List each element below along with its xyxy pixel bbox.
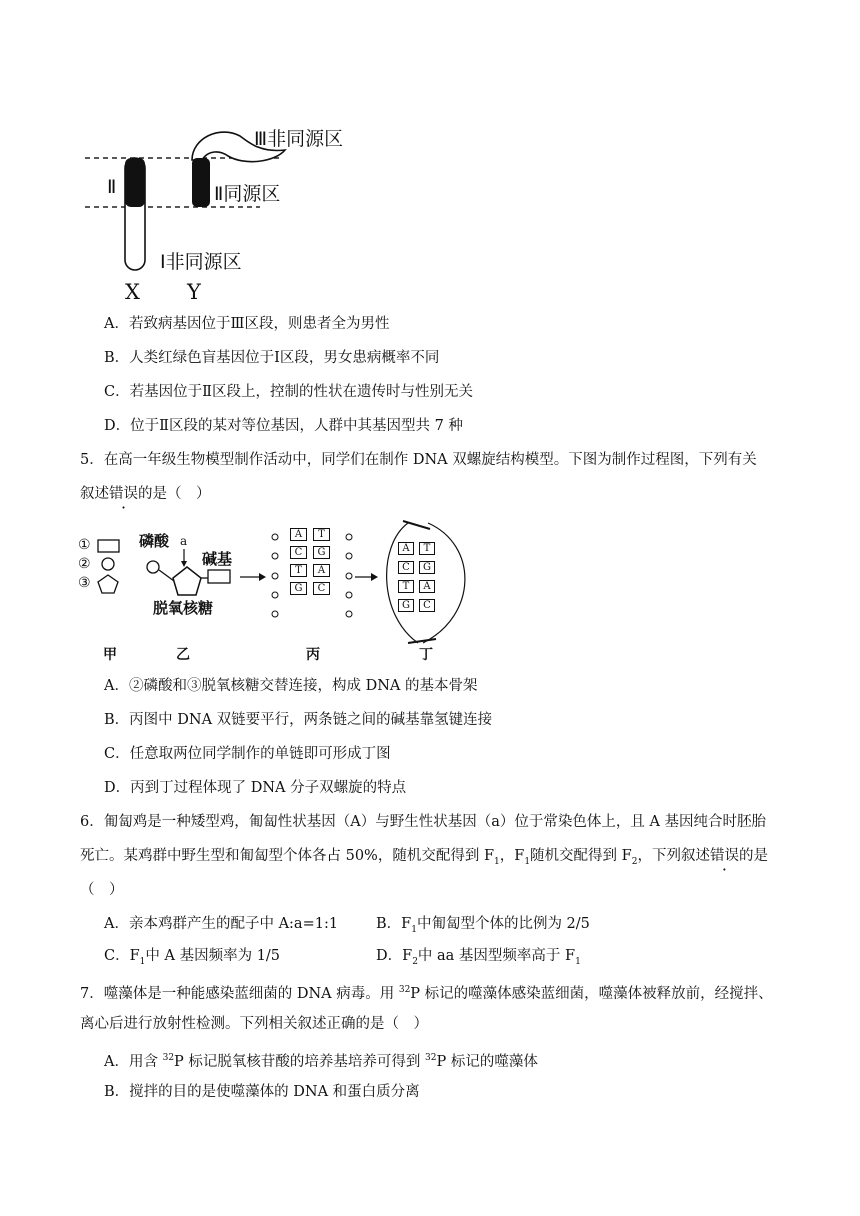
- q6-option-a: A．亲本鸡群产生的配子中 A:a=1:1: [104, 916, 339, 932]
- q5-option-b: B．丙图中 DNA 双链要平行，两条链之间的碱基靠氢键连接: [104, 712, 493, 728]
- q7-stem-line2: 离心后进行放射性检测。下列相关叙述正确的是（ ）: [80, 1016, 428, 1032]
- label-I-nonhomologous: Ⅰ非同源区: [160, 251, 242, 273]
- phosphate-label: 磷酸: [139, 532, 170, 550]
- item-3-label: ③: [78, 575, 91, 591]
- q5-option-d: D．丙到丁过程体现了 DNA 分子双螺旋的特点: [104, 780, 407, 796]
- q5-option-c: C．任意取两位同学制作的单链即可形成丁图: [104, 746, 391, 762]
- a-label: a: [180, 534, 188, 548]
- base-pair: G C: [398, 599, 458, 612]
- base-pair: A T: [290, 528, 340, 541]
- nucleotide-base: [208, 570, 230, 583]
- dna-model-figure: [78, 515, 478, 665]
- q7-option-a: A．用含 $^{32}$P 标记脱氧核苷酸的培养基培养可得到 $^{32}$P 标记的噬藻体: [104, 1053, 538, 1070]
- bing-pairs: [290, 528, 340, 595]
- q6-option-d: D．$F_2$中 aa 基因型频率高于 $F_1$: [376, 948, 581, 967]
- q6-option-b: B．$F_1$中匍匐型个体的比例为 2/5: [376, 916, 590, 935]
- q6-stem-line3: （ ）: [80, 882, 124, 898]
- base-label: 碱基: [202, 550, 233, 568]
- phosphate-shape: [102, 558, 114, 570]
- label-II-homologous: Ⅱ同源区: [214, 183, 281, 205]
- base-pair: C G: [398, 561, 458, 574]
- q7-option-b: B．搅拌的目的是使噬藻体的 DNA 和蛋白质分离: [104, 1084, 420, 1100]
- q5-stem-line1: 5．在高一年级生物模型制作活动中，同学们在制作 DNA 双螺旋结构模型。下图为制作过程图，下列有关: [80, 452, 757, 468]
- emphasis-dots: 错误: [109, 486, 138, 502]
- q4-option-d: D．位于Ⅱ区段的某对等位基因，人群中其基因型共 7 种: [104, 418, 463, 434]
- q5-option-a: A．②磷酸和③脱氧核糖交替连接，构成 DNA 的基本骨架: [104, 678, 478, 694]
- item-2-label: ②: [78, 556, 91, 572]
- q4-option-c: C．若基因位于Ⅱ区段上，控制的性状在遗传时与性别无关: [104, 384, 473, 400]
- caption-yi: 乙: [176, 647, 190, 663]
- base-pair: G C: [290, 582, 340, 595]
- emphasis-dots: 错误: [709, 848, 739, 864]
- sugar-shape: [98, 575, 118, 593]
- q4-option-a: A．若致病基因位于Ⅲ区段，则患者全为男性: [104, 316, 390, 332]
- caption-ding: 丁: [419, 647, 433, 663]
- ding-pairs: [398, 542, 458, 612]
- base-shape: [98, 540, 119, 552]
- base-pair: T A: [398, 580, 458, 593]
- q6-stem-line1: 6．匍匐鸡是一种矮型鸡，匍匐性状基因（A）与野生性状基因（a）位于常染色体上，且 A 基因纯合时胚胎: [80, 814, 767, 830]
- label-y: Y: [187, 280, 201, 304]
- label-II-left: Ⅱ: [107, 176, 117, 198]
- q6-stem-line2: 死亡。某鸡群中野生型和匍匐型个体各占 50%，随机交配得到 $F_1$，$F_1$随机交配得到 $F_2$，下列叙述错误的是: [80, 848, 768, 867]
- label-x: X: [125, 280, 140, 304]
- q7-stem-line1: 7．噬藻体是一种能感染蓝细菌的 DNA 病毒。用 $^{32}$P 标记的噬藻体感染蓝细菌，噬藻体被释放前，经搅拌、: [80, 985, 773, 1002]
- item-1-label: ①: [78, 537, 91, 553]
- base-pair: T A: [290, 564, 340, 577]
- q5-stem-line2: 叙述错误的是（ ）: [80, 486, 211, 502]
- base-pair: C G: [290, 546, 340, 559]
- y-homologous-region: [192, 158, 210, 207]
- caption-bing: 丙: [306, 647, 320, 663]
- nucleotide-sugar: [173, 567, 201, 595]
- q4-option-b: B．人类红绿色盲基因位于Ⅰ区段，男女患病概率不同: [104, 350, 440, 366]
- x-homologous-region: [125, 158, 145, 207]
- q6-option-c: C．$F_1$中 A 基因频率为 1/5: [104, 948, 281, 967]
- caption-jia: 甲: [103, 647, 117, 663]
- sugar-label: 脱氧核糖: [153, 599, 214, 617]
- base-pair: A T: [398, 542, 458, 555]
- label-III-nonhomologous: Ⅲ非同源区: [254, 128, 344, 150]
